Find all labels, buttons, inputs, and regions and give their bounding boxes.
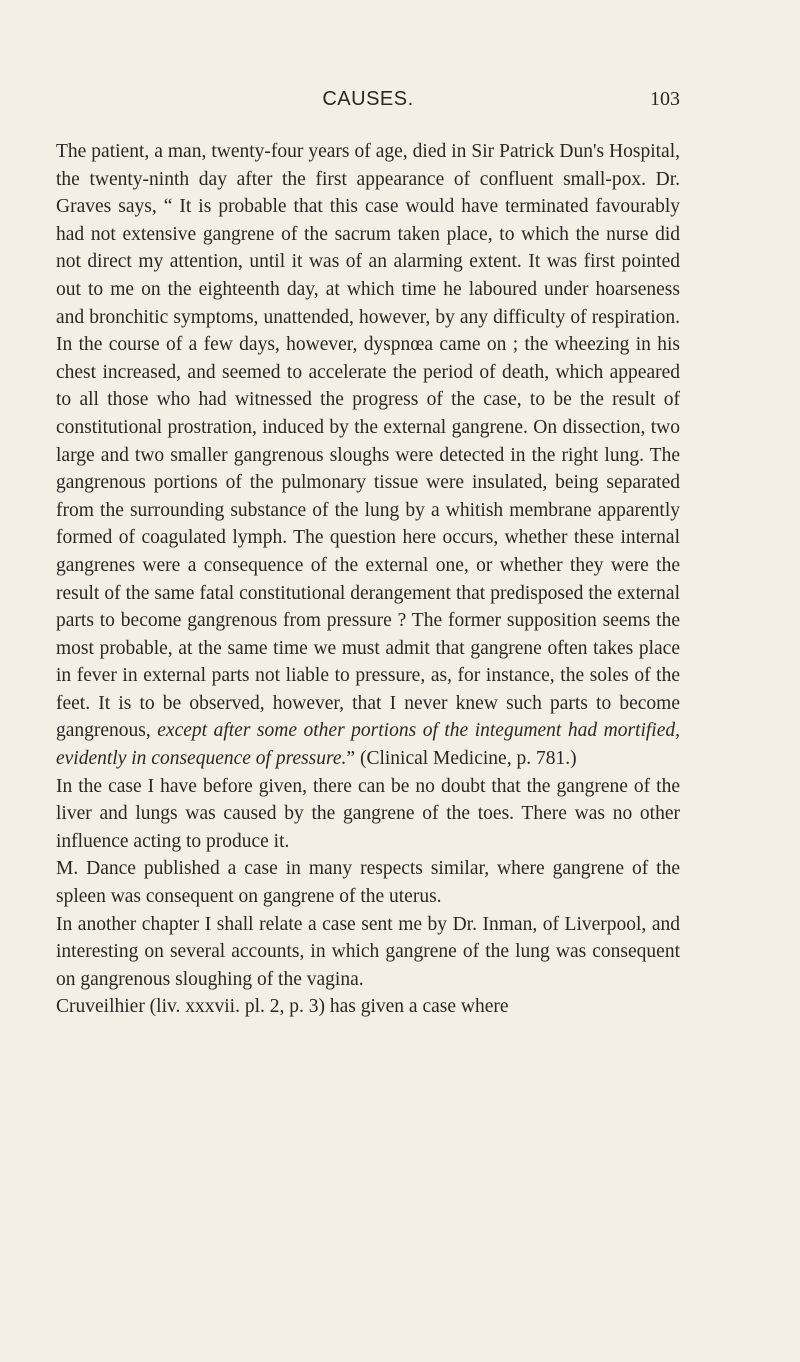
paragraph-cruveilhier (56, 993, 680, 1021)
paragraph-dance-case (56, 855, 680, 910)
text-segment: The patient, a man, twenty-four years of age, died in Sir Patrick Dun's Hospital, the twenty-ninth day after the first appearance of confluent small-pox. Dr. Graves says, “ It is probable that this case would have terminated favourably had not extensive gangrene of the sacrum taken place, to which the nurse did not direct my attention, until it was of an alarming extent. It was first pointed out to me on the eighteenth day, at which time he laboured under hoarseness and bronchitic symptoms, unattended, however, by any difficulty of respiration. In the course of a few days, however, dyspnœa came on ; the wheezing in his chest increased, and seemed to accelerate the period of death, which appeared to all those who had witnessed the progress of the case, to be the result of constitutional prostration, induced by the external gangrene. On dissection, two large and two smaller gangrenous sloughs were detected in the right lung. The gangrenous portions of the pulmonary tissue were insulated, being separated from the surrounding substance of the lung by a whitish membrane apparently formed of coagulated lymph. The question here occurs, whether these internal gangrenes were a consequence of the external one, or whether they were the result of the same fatal constitutional derangement that predisposed the external parts to become gangrenous from pressure ? The former supposition seems the most probable, at the same time we must admit that gangrene often takes place in fever in external parts not liable to pressure, as, for instance, the soles of the feet. It is to be observed, however, that I never knew such parts to become gangrenous, (56, 141, 680, 742)
paragraph-inman-case (56, 911, 680, 994)
citation: ” (Clinical Medicine, p. 781.) (346, 748, 577, 770)
chapter-title: CAUSES. (322, 88, 414, 110)
text-segment: In another chapter I shall relate a case sent me by Dr. Inman, of Liverpool, and interesting on several accounts, in which gangrene of the lung was consequent on gangrenous sloughing of the vagina. (56, 913, 680, 990)
text-segment: M. Dance published a case in many respects similar, where gangrene of the spleen was consequent on gangrene of the uterus. (56, 858, 680, 908)
page-number: 103 (650, 88, 680, 110)
text-segment: Cruveilhier (liv. xxxvii. pl. 2, p. 3) has given a case where (56, 996, 509, 1018)
paragraph-liver-lungs (56, 773, 680, 856)
italic-quote: except after some other portions of the integument had mortified, evidently in consequence of pressure. (56, 720, 680, 770)
running-head (56, 86, 680, 120)
text-segment: In the case I have before given, there can be no doubt that the gangrene of the liver and lungs was caused by the gangrene of the toes. There was no other influence acting to produce it. (56, 775, 680, 852)
paragraph-graves-case (56, 138, 680, 773)
body-text (56, 138, 680, 1021)
